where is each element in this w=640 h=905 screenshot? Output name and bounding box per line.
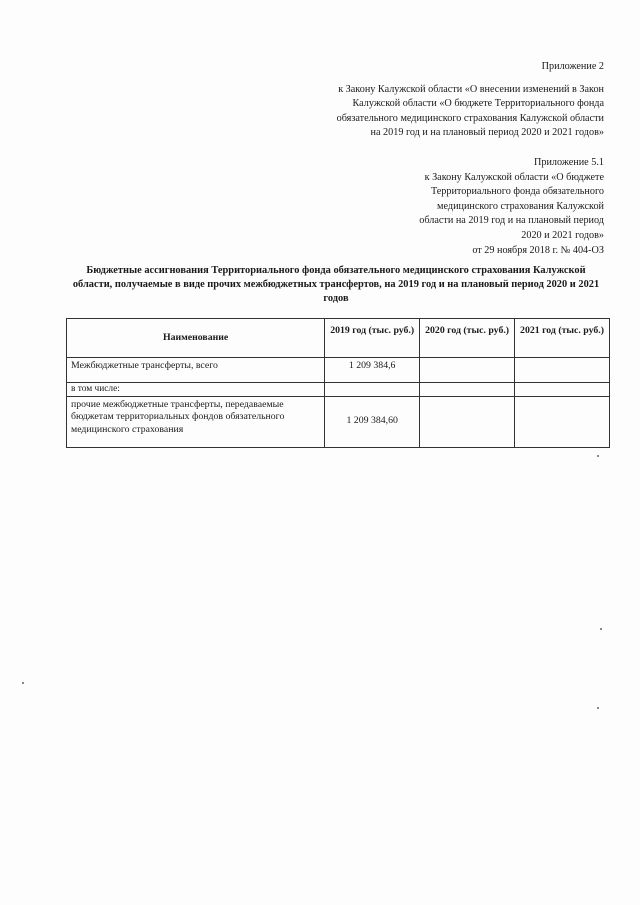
row-2021-cell: [515, 396, 610, 447]
table-row: [67, 396, 610, 447]
appendix-5-1-line: области на 2019 год и на плановый период: [419, 215, 604, 227]
scan-speck: [597, 707, 599, 709]
row-2020-cell: [420, 396, 515, 447]
appendix-2-line: к Закону Калужской области «О внесении изменений в Закон: [338, 83, 604, 95]
appendix-2-line: обязательного медицинского страхования Калужской области: [336, 112, 604, 124]
budget-table: [66, 318, 610, 448]
table-header-row: [67, 319, 610, 358]
appendix-2-header: [337, 60, 604, 141]
appendix-5-1-line: к Закону Калужской области «О бюджете: [424, 171, 604, 183]
scan-speck: [597, 455, 599, 457]
table-row: [67, 358, 610, 383]
scan-speck: [600, 628, 602, 630]
row-2021-cell: [515, 383, 610, 397]
row-2020-cell: [420, 358, 515, 383]
appendix-2-line: Калужской области «О бюджете Территориального фонда: [352, 98, 604, 110]
appendix-5-1-label: Приложение 5.1: [534, 157, 604, 168]
row-name-cell: Межбюджетные трансферты, всего: [67, 358, 325, 383]
appendix-5-1-header: [419, 156, 604, 258]
header-2021: 2021 год (тыс. руб.): [515, 319, 610, 358]
row-2021-cell: [515, 358, 610, 383]
appendix-2-line: на 2019 год и на плановый период 2020 и 2021 годов»: [370, 127, 604, 139]
row-name-cell: в том числе:: [67, 383, 325, 397]
scan-speck: [22, 682, 24, 684]
appendix-5-1-line: медицинского страхования Калужской: [437, 200, 604, 212]
header-2019: 2019 год (тыс. руб.): [325, 319, 420, 358]
header-2020: 2020 год (тыс. руб.): [420, 319, 515, 358]
row-name-cell: прочие межбюджетные трансферты, передаваемые бюджетам территориальных фондов обязательного медицинского страхования: [67, 396, 325, 447]
row-2020-cell: [420, 383, 515, 397]
document-title: Бюджетные ассигнования Территориального фонда обязательного медицинского страхования Калужской области, получаемые в виде прочих межбюджетных трансфертов, на 2019 год и на плановый период 2020 и 2021 годов: [72, 265, 600, 305]
header-name: Наименование: [67, 319, 325, 358]
row-2019-cell: 1 209 384,6: [325, 358, 420, 383]
appendix-5-1-line: от 29 ноября 2018 г. № 404-ОЗ: [472, 244, 604, 256]
appendix-5-1-line: 2020 и 2021 годов»: [521, 229, 604, 241]
appendix-5-1-line: Территориального фонда обязательного: [430, 186, 604, 198]
row-2019-cell: [325, 383, 420, 397]
table-row: [67, 383, 610, 397]
appendix-2-label: Приложение 2: [541, 61, 604, 72]
row-2019-cell: 1 209 384,60: [325, 396, 420, 447]
